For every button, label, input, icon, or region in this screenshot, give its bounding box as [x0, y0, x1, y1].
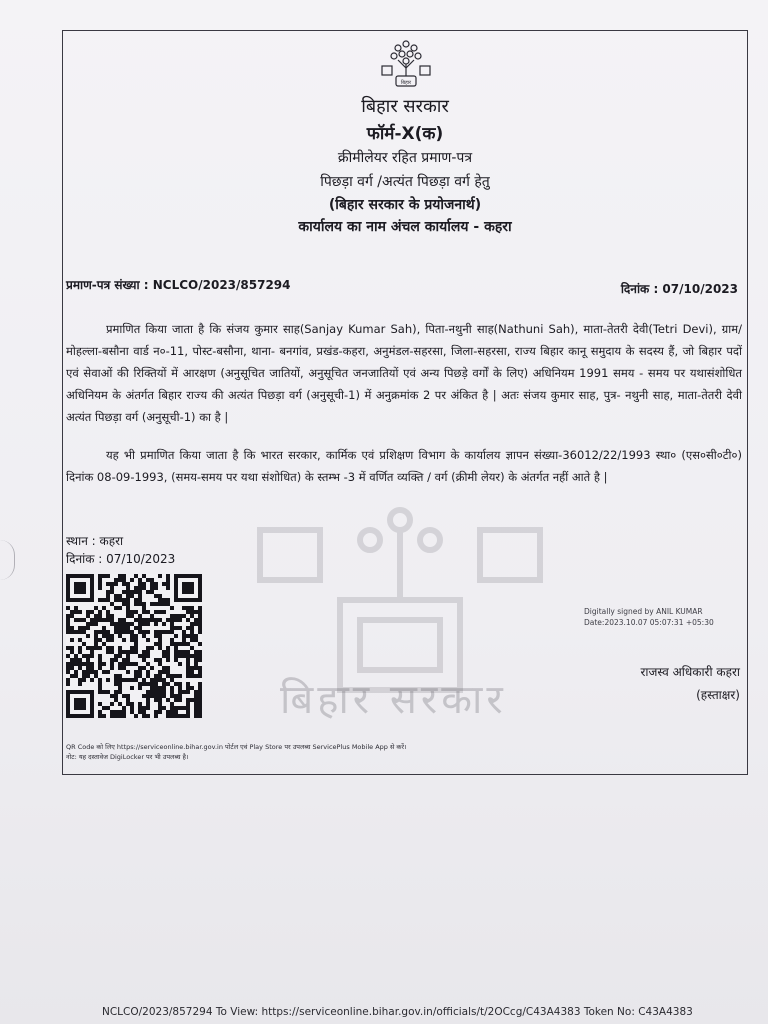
qr-note-line2: नोट: यह दस्तावेज DigiLocker पर भी उपलब्ध है।: [66, 753, 189, 761]
bihar-emblem-icon: [378, 32, 434, 90]
qr-code-icon: [66, 574, 202, 718]
government-title: बिहार सरकार: [361, 96, 449, 117]
category-line: पिछड़ा वर्ग /अत्यंत पिछड़ा वर्ग हेतु: [320, 174, 490, 190]
digital-signature: [584, 606, 714, 628]
page-edge-mark: [0, 540, 15, 580]
non-creamy-layer-paragraph: यह भी प्रमाणित किया जाता है कि भारत सरकार, कार्मिक एवं प्रशिक्षण विभाग के कार्यालय ज्ञापन संख्या-36012/22/1993 स्था० (एस०सी०टी०) दिनांक 08-09-1993, (समय-समय पर यथा संशोधित) के स्तम्भ -3 में वर्णित व्यक्ति / वर्ग (क्रीमी लेयर) के अंतर्गत नहीं आते है |: [66, 448, 742, 484]
certificate-number: प्रमाण-पत्र संख्या : NCLCO/2023/857294: [66, 278, 291, 292]
qr-note-line1: QR Code को लिए https://serviceonline.bihar.gov.in पोर्टल एवं Play Store पर उपलब्ध ServicePlus Mobile App से करें।: [66, 743, 407, 751]
certification-paragraph: प्रमाणित किया जाता है कि संजय कुमार साह(Sanjay Kumar Sah), पिता-नथुनी साह(Nathuni Sah), माता-तेतरी देवी(Tetri Devi), ग्राम/मोहल्ला-बसौना वार्ड न०-11, पोस्ट-बसौना, थाना- बनगांव, प्रखंड-कहरा, अनुमंडल-सहरसा, जिला-सहरसा, राज्य बिहार कानू समुदाय के सदस्य हैं, जो बिहार पदों एवं सेवाओं की रिक्तियों में आरक्षण (अनुसूचित जातियों, अनुसूचित जनजातियों एवं अन्य पिछड़े वर्गों के लिए) अधिनियम 1991 समय - समय पर यथासंशोधित अधिनियम के अंतर्गत बिहार राज्य की अत्यंत पिछड़ा वर्ग (अनुसूची-1) में अनुक्रमांक 2 पर अंकित है | अतः संजय कुमार साह, पुत्र- नथुनी साह, माता-तेतरी देवी अत्यंत पिछड़ा वर्ग (अनुसूची-1) का है |: [66, 322, 742, 424]
watermark-text: बिहार सरकार: [280, 677, 507, 723]
office-name: कार्यालय का नाम अंचल कार्यालय - कहरा: [298, 219, 512, 235]
place-date-field: दिनांक : 07/10/2023: [66, 552, 176, 566]
form-title: फॉर्म-X(क): [366, 124, 444, 144]
purpose-line: (बिहार सरकार के प्रयोजनार्थ): [328, 197, 482, 213]
place-field: स्थान : कहरा: [66, 534, 124, 548]
certificate-type: क्रीमीलेयर रहित प्रमाण-पत्र: [337, 150, 473, 166]
signature-label: (हस्ताक्षर): [696, 688, 740, 702]
emblem-caption: बिहार: [400, 80, 412, 86]
verification-footer: NCLCO/2023/857294 To View: https://serviceonline.bihar.gov.in/officials/t/2OCcg/C43A4383 Token No: C43A4383: [102, 1006, 693, 1018]
certificate-date: दिनांक : 07/10/2023: [620, 282, 738, 296]
qr-note: [66, 742, 407, 762]
digital-signature-date: Date:2023.10.07 05:07:31 +05:30: [584, 618, 714, 627]
officer-designation: राजस्व अधिकारी कहरा: [640, 665, 740, 679]
digital-signature-signer: Digitally signed by ANIL KUMAR: [584, 607, 703, 616]
